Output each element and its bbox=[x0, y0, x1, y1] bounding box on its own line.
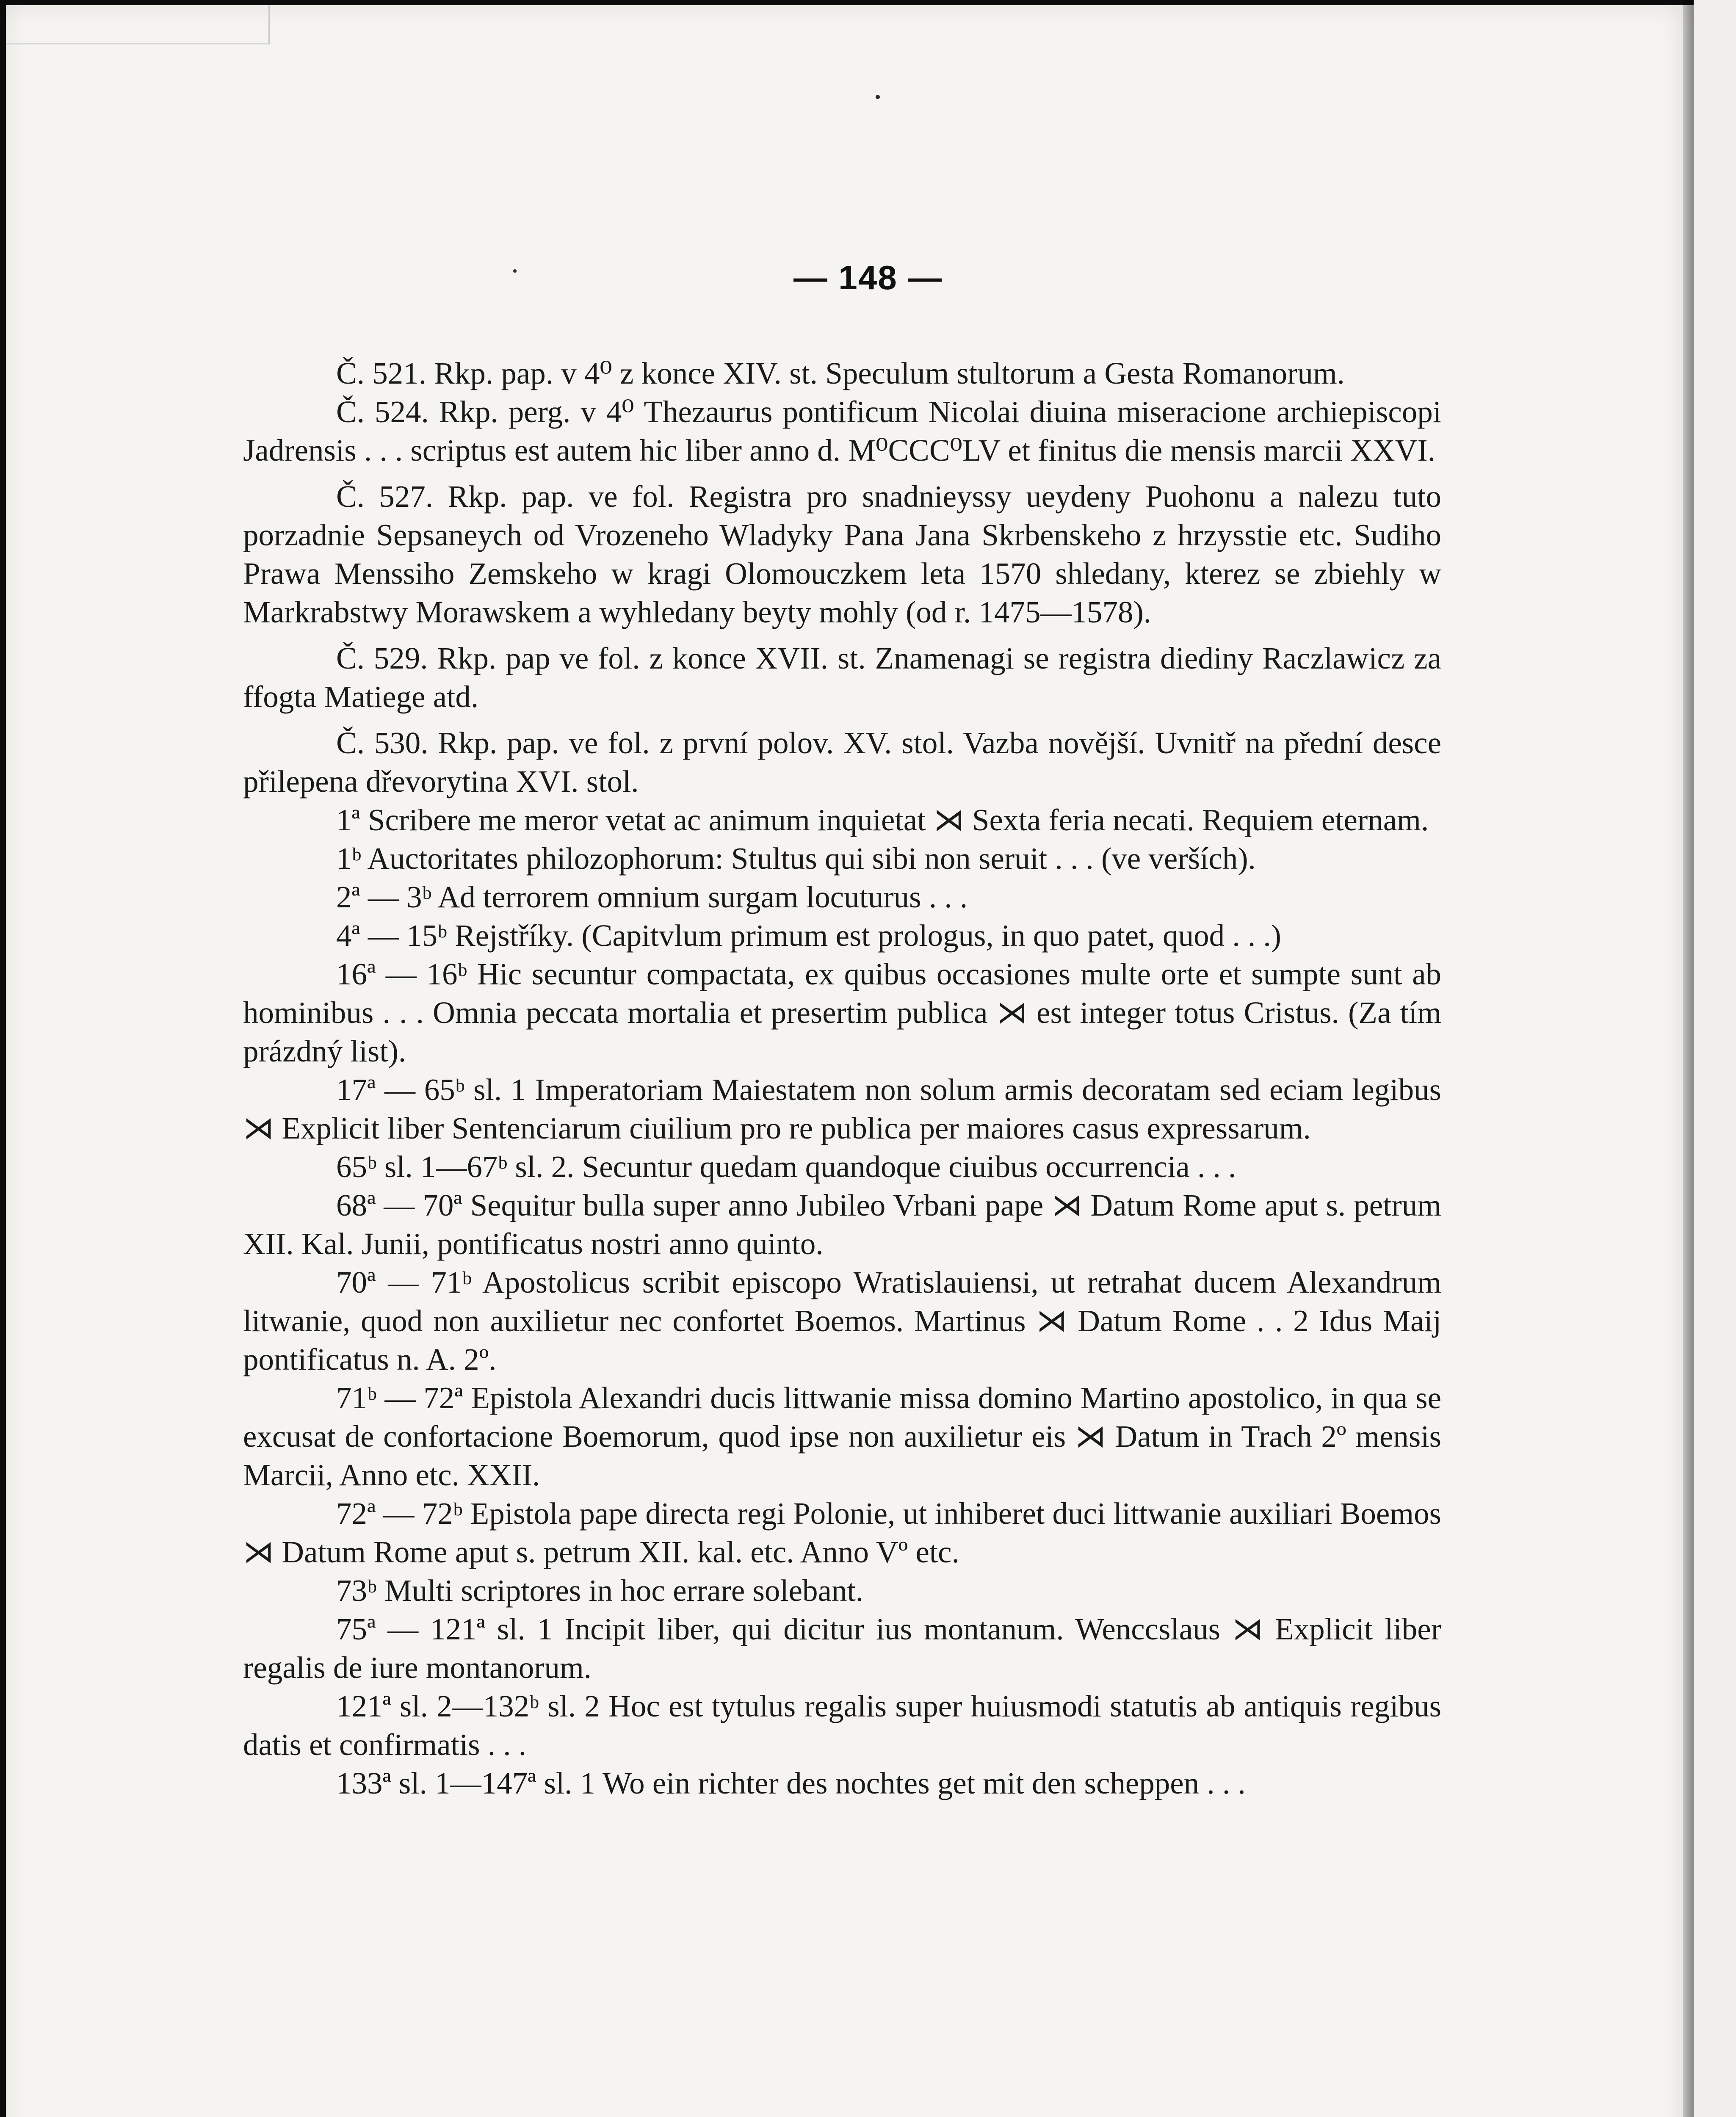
list-item: 68ª — 70ª Sequitur bulla super anno Jubileo Vrbani pape ⋊ Datum Rome aput s. petrum XII. Kal. Junii, pontificatus nostri anno quinto. bbox=[243, 1188, 1441, 1261]
scan-speck bbox=[513, 269, 517, 273]
list-item: 1ª Scribere me meror vetat ac animum inquietat ⋊ Sexta feria necati. Requiem eternam. bbox=[336, 803, 1429, 837]
list-item: 71ᵇ — 72ª Epistola Alexandri ducis littwanie missa domino Martino apostolico, in qua se excusat de confortacione Boemorum, quod ipse non auxilietur eis ⋊ Datum in Trach 2º mensis Marcii, Anno etc. XXII. bbox=[243, 1381, 1441, 1492]
list-item: 121ª sl. 2—132ᵇ sl. 2 Hoc est tytulus regalis super huiusmodi statutis ab antiquis regibus datis et confirmatis . . . bbox=[243, 1689, 1441, 1762]
paragraph-c527: Č. 527. Rkp. pap. ve fol. Registra pro snadnieyssy ueydeny Puohonu a nalezu tuto porzadnie Sepsaneych od Vrozeneho Wladyky Pana Jana Skrbenskeho z hrzysstie etc. Sudiho Prawa Menssiho Zemskeho w kragi Olomouczkem leta 1570 shledany, kterez se zbiehly w Markrabstwy Morawskem a wyhledany beyty mohly (od r. 1475—1578). bbox=[243, 479, 1441, 629]
list-item: 72ª — 72ᵇ Epistola pape directa regi Polonie, ut inhiberet duci littwanie auxiliari Boemos ⋊ Datum Rome aput s. petrum XII. kal. etc. Anno Vº etc. bbox=[243, 1496, 1441, 1569]
paragraph-c530: Č. 530. Rkp. pap. ve fol. z první polov. XV. stol. Vazba novější. Uvnitř na přední desce přilepena dřevorytina XVI. stol. bbox=[243, 726, 1441, 799]
body-text bbox=[243, 354, 1441, 1802]
page-number: — 148 — bbox=[793, 259, 943, 296]
paragraph-c521: Č. 521. Rkp. pap. v 4⁰ z konce XIV. st. Speculum stultorum a Gesta Romanorum. bbox=[336, 356, 1345, 390]
list-item: 73ᵇ Multi scriptores in hoc errare solebant. bbox=[336, 1573, 863, 1608]
list-item: 65ᵇ sl. 1—67ᵇ sl. 2. Secuntur quedam quandoque ciuibus occurrencia . . . bbox=[336, 1150, 1236, 1184]
list-item: 17ª — 65ᵇ sl. 1 Imperatoriam Maiestatem non solum armis decoratam sed eciam legibus ⋊ Explicit liber Sentenciarum ciuilium pro re publica per maiores casus expressarum. bbox=[243, 1072, 1441, 1145]
list-item: 1ᵇ Auctoritates philozophorum: Stultus qui sibi non seruit . . . (ve verších). bbox=[336, 841, 1256, 876]
list-item: 4ª — 15ᵇ Rejstříky. (Capitvlum primum est prologus, in quo patet, quod . . .) bbox=[336, 918, 1281, 953]
list-item: 16ª — 16ᵇ Hic secuntur compactata, ex quibus occasiones multe orte et sumpte sunt ab hominibus . . . Omnia peccata mortalia et presertim publica ⋊ est integer totus Cristus. (Za tím prázdný list). bbox=[243, 957, 1441, 1068]
list-item: 133ª sl. 1—147ª sl. 1 Wo ein richter des nochtes get mit den scheppen . . . bbox=[336, 1766, 1246, 1800]
scan-corner-mark bbox=[6, 5, 270, 44]
list-item: 75ª — 121ª sl. 1 Incipit liber, qui dicitur ius montanum. Wenccslaus ⋊ Explicit liber regalis de iure montanorum. bbox=[243, 1612, 1441, 1685]
scan-speck bbox=[876, 95, 880, 99]
list-item: 70ª — 71ᵇ Apostolicus scribit episcopo Wratislauiensi, ut retrahat ducem Alexandrum litwanie, quod non auxilietur nec confortet Boemos. Martinus ⋊ Datum Rome . . 2 Idus Maij pontificatus n. A. 2º. bbox=[243, 1265, 1441, 1376]
paragraph-c529: Č. 529. Rkp. pap ve fol. z konce XVII. st. Znamenagi se registra diediny Raczlawicz za ffogta Matiege atd. bbox=[243, 641, 1441, 714]
page-edge-right bbox=[1694, 0, 1736, 2117]
paragraph-c524: Č. 524. Rkp. perg. v 4⁰ Thezaurus pontificum Nicolai diuina miseracione archiepiscopi Jadrensis . . . scriptus est autem hic liber anno d. M⁰CCC⁰LV et finitus die mensis marcii XXVI. bbox=[243, 395, 1441, 467]
list-item: 2ª — 3ᵇ Ad terrorem omnium surgam locuturus . . . bbox=[336, 880, 968, 914]
